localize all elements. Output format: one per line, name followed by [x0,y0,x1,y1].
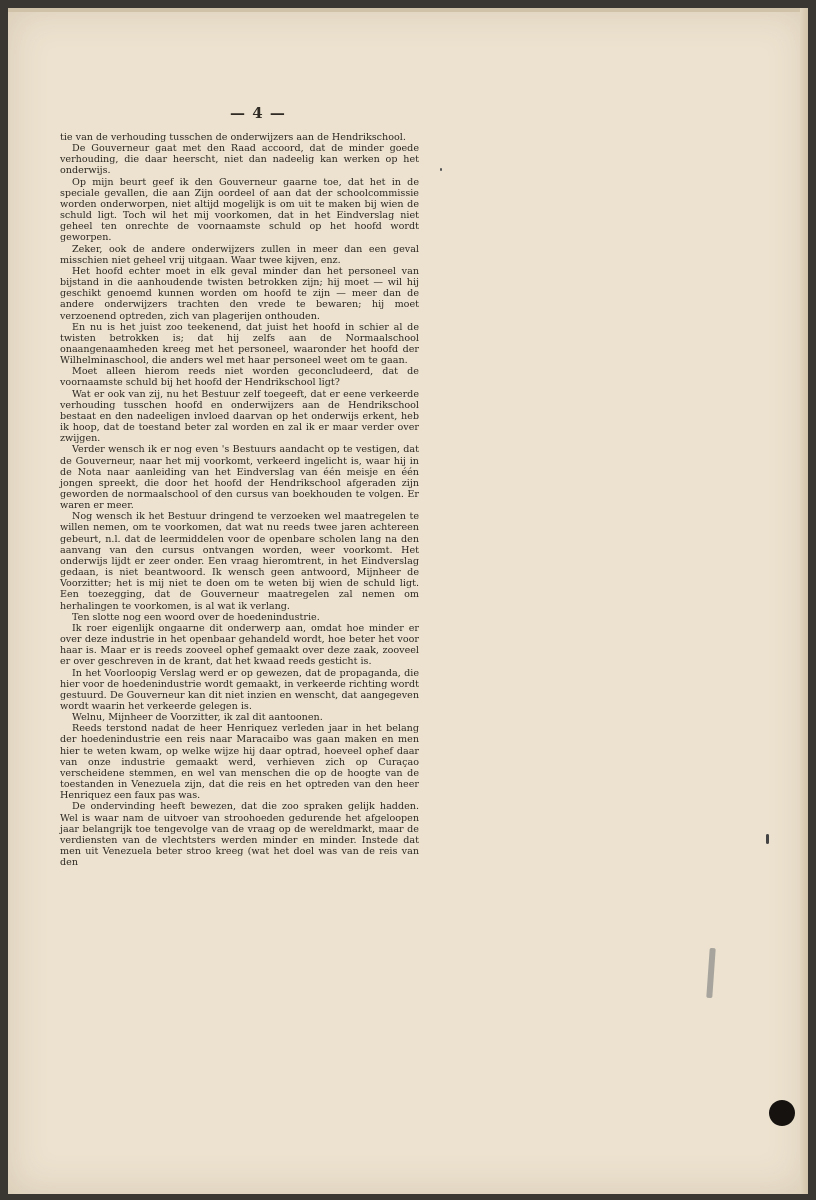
paragraph: Wat er ook van zij, nu het Bestuur zelf toegeeft, dat er eene verkeerde verhouding tusschen hoofd en onderwijzers aan de Hendrikschool bestaat en den nadeeligen invloed daarvan op het onderwijs erkent, heb ik hoop, dat de toestand beter zal worden en zal ik er maar verder over zwijgen. [60,388,419,445]
ink-speck [766,834,769,844]
body-text [60,132,419,868]
paragraph: Nog wensch ik het Bestuur dringend te verzoeken wel maatregelen te willen nemen, om te voorkomen, dat wat nu reeds twee jaren achtereen gebeurt, n.l. dat de leermiddelen voor de openbare scholen lang na den aanvang van den cursus ontvangen worden, weer voorkomt. Het onderwijs lijdt er zeer onder. Een vraag hieromtrent, in het Eindverslag gedaan, is niet beantwoord. Ik wensch geen antwoord, Mijnheer de Voorzitter; het is mij niet te doen om te weten bij wien de schuld ligt. Een toezegging, dat de Gouverneur maatregelen zal nemen om herhalingen te voorkomen, is al wat ik verlang. [60,511,419,612]
paragraph: De ondervinding heeft bewezen, dat die zoo spraken gelijk hadden. Wel is waar nam de uitvoer van stroohoeden gedurende het afgeloopen jaar belangrijk toe tengevolge van de vraag op de wereldmarkt, maar de verdiensten van de vlechtsters werden minder en minder. Instede dat men uit Venezuela beter stroo kreeg (wat het doel was van de reis van den [60,801,419,869]
paper-top-edge [8,8,808,12]
paragraph: Reeds terstond nadat de heer Henriquez verleden jaar in het belang der hoedenindustrie een reis naar Maracaibo was gaan maken en men hier te weten kwam, op welke wijze hij daar optrad, hoeveel ophef daar van onze industrie gemaakt werd, verhieven zich op Curaçao verscheidene stemmen, en wel van menschen die op de hoogte van de toestanden in Venezuela zijn, dat die reis en het optreden van den heer Henriquez een faux pas was. [60,723,419,802]
punch-hole [769,1100,795,1126]
paragraph: Op mijn beurt geef ik den Gouverneur gaarne toe, dat het in de speciale gevallen, die aan Zijn oordeel of aan dat der schoolcommissie worden onderworpen, niet altijd mogelijk is om uit te maken bij wien de schuld ligt. Toch wil het mij voorkomen, dat in het Eindverslag niet geheel ten onrechte de voornaamste schuld op het hoofd wordt geworpen. [60,176,419,244]
paragraph: Welnu, Mijnheer de Voorzitter, ik zal dit aantoonen. [72,712,323,724]
paragraph: Moet alleen hierom reeds niet worden geconcludeerd, dat de voornaamste schuld bij het hoofd der Hendrikschool ligt? [60,366,419,389]
paragraph: En nu is het juist zoo teekenend, dat juist het hoofd in schier al de twisten betrokken is; dat hij zelfs aan de Normaalschool onaangenaamheden kreeg met het personeel, waaronder het hoofd der Wilhelminaschool, die anders wel met haar personeel weet om te gaan. [60,321,419,367]
paragraph: Ten slotte nog een woord over de hoedenindustrie. [72,611,320,623]
document-page [8,8,808,1194]
page-number: — 4 — [230,104,286,122]
ink-speck [440,168,442,171]
pencil-mark [706,948,715,998]
paragraph: Het hoofd echter moet in elk geval minder dan het personeel van bijstand in die aanhoudende twisten betrokken zijn; hij moet — wil hij geschikt genoemd kunnen worden om hoofd te zijn — meer dan de andere onderwijzers trachten den vrede te bewaren; hij moet verzoenend optreden, zich van plagerijen onthouden. [60,265,419,322]
paragraph: Verder wensch ik er nog even 's Bestuurs aandacht op te vestigen, dat de Gouverneur, naar het mij voorkomt, verkeerd ingelicht is, waar hij in de Nota naar aanleiding van het Eindverslag van één meisje en één jongen spreekt, die door het hoofd der Hendrikschool afgeraden zijn geworden de normaalschool of den cursus van boekhouden te volgen. Er waren er meer. [60,444,419,512]
paragraph: Ik roer eigenlijk ongaarne dit onderwerp aan, omdat hoe minder er over deze industrie in het openbaar gehandeld wordt, hoe beter het voor haar is. Maar er is reeds zooveel ophef gemaakt over deze zaak, zooveel er over geschreven in de krant, dat het kwaad reeds gesticht is. [60,622,419,668]
paper-right-edge [800,8,808,1194]
paragraph: In het Voorloopig Verslag werd er op gewezen, dat de propaganda, die hier voor de hoedenindustrie wordt gemaakt, in verkeerde richting wordt gestuurd. De Gouverneur kan dit niet inzien en wenscht, dat aangegeven wordt waarin het verkeerde gelegen is. [60,667,419,712]
paragraph: De Gouverneur gaat met den Raad accoord, dat de minder goede verhouding, die daar heerscht, niet dan nadeelig kan werken op het onderwijs. [60,143,419,177]
paragraph: tie van de verhouding tusschen de onderwijzers aan de Hendrikschool. [60,132,406,143]
paragraph: Zeker, ook de andere onderwijzers zullen in meer dan een geval misschien niet geheel vrij uitgaan. Waar twee kijven, enz. [60,243,419,266]
